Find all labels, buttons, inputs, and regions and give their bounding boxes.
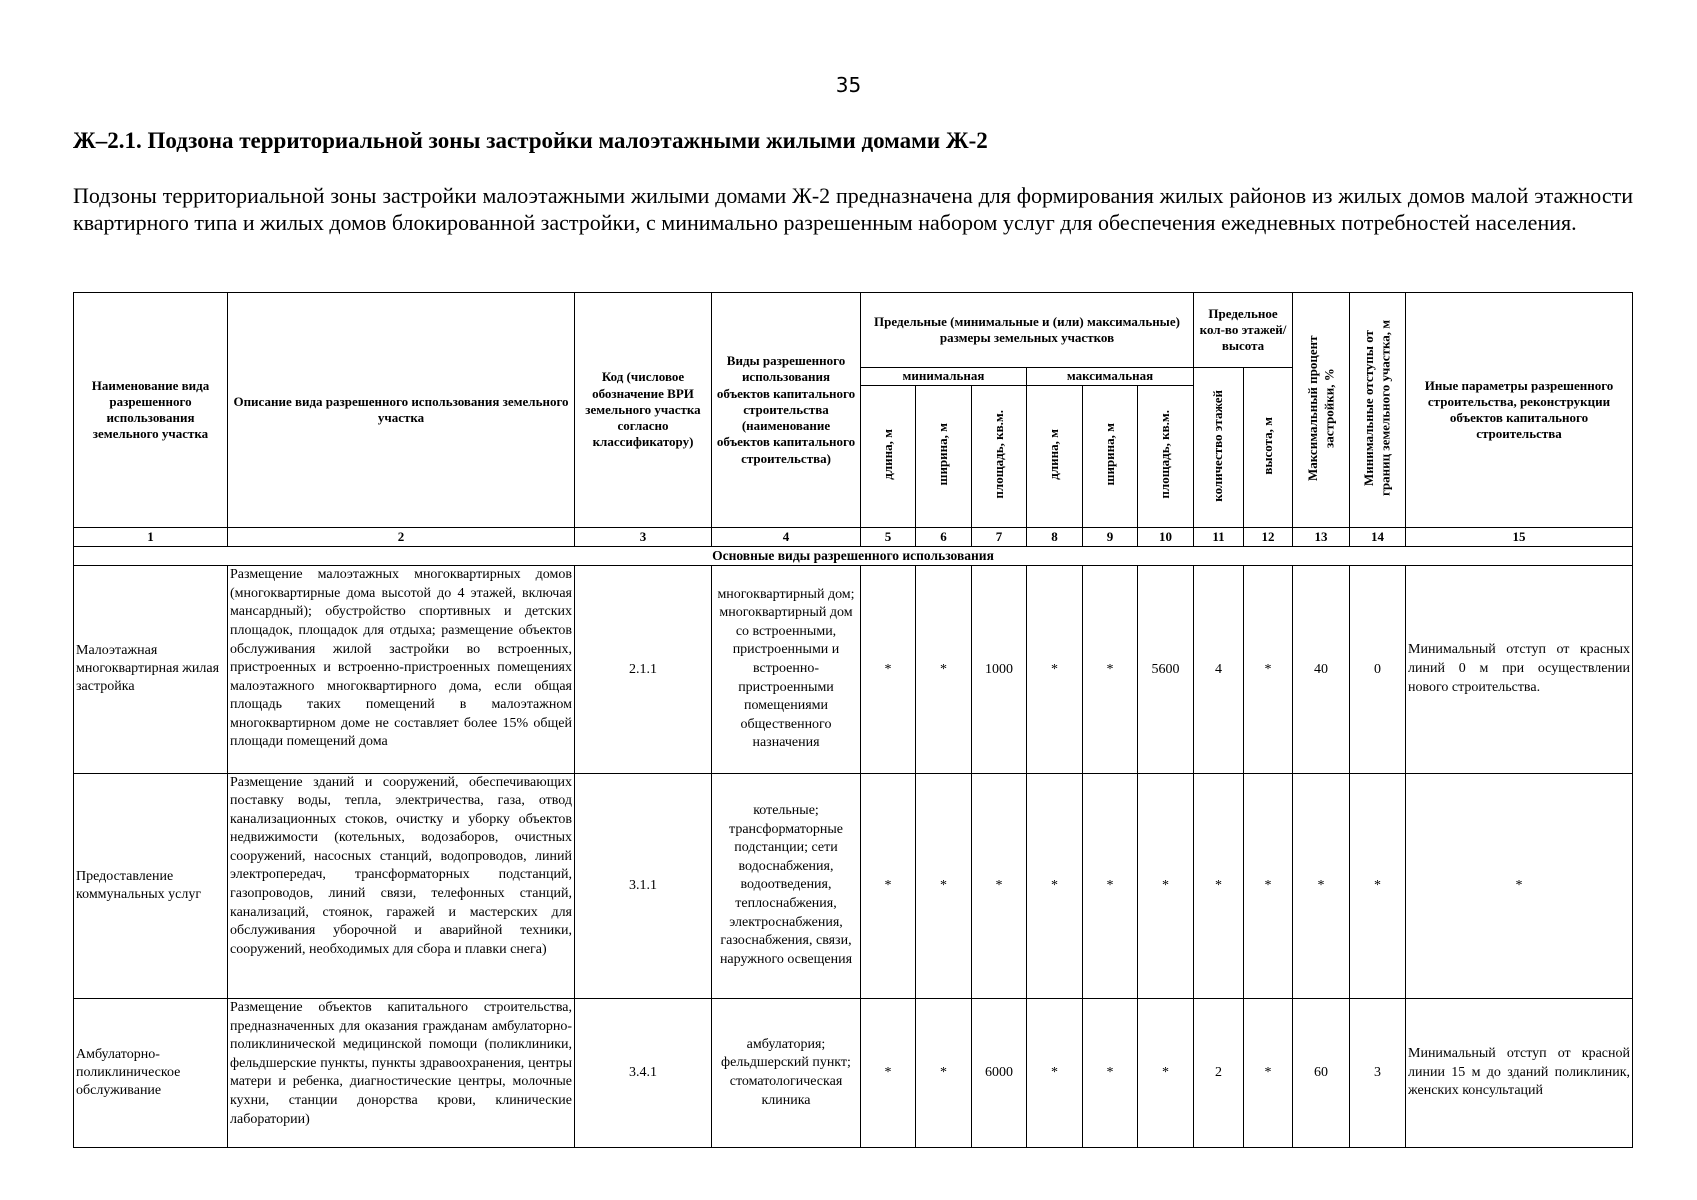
header-min-setback: Минимальные отступы от границ земельного участка, м (1350, 293, 1406, 528)
header-max-area: площадь, кв.м. (1138, 386, 1194, 528)
table-row (74, 566, 1633, 773)
column-number: 14 (1350, 528, 1406, 547)
row-description: Размещение объектов капитального строительства, предназначенных для оказания гражданам амбулаторно-поликлинической медицинской помощи (поликлиники, фельдшерские пункты, пункты здравоохранения, центры матери и ребенка, диагностические центры, молочные кухни, станции донорства крови, клинические лаборатории) (228, 999, 575, 1148)
column-number: 2 (228, 528, 575, 547)
header-min-area: площадь, кв.м. (972, 386, 1027, 528)
header-max-width: ширина, м (1083, 386, 1138, 528)
row-max-area: * (1138, 773, 1194, 999)
row-name: Амбулаторно-поликлиническое обслуживание (74, 999, 228, 1148)
row-min-length: * (861, 773, 916, 999)
row-min-length: * (861, 566, 916, 773)
row-code: 3.4.1 (575, 999, 712, 1148)
row-min-setback: 3 (1350, 999, 1406, 1148)
row-min-length: * (861, 999, 916, 1148)
row-max-length: * (1027, 566, 1083, 773)
header-limits-group: Предельные (минимальные и (или) максимальные) размеры земельных участков (861, 293, 1194, 368)
row-objects: многоквартирный дом; многоквартирный дом со встроенными, пристроенными и встроенно-пристроенными помещениями общественного назначения (712, 566, 861, 773)
row-objects: амбулатория; фельдшерский пункт; стоматологическая клиника (712, 999, 861, 1148)
column-number: 5 (861, 528, 916, 547)
row-code: 2.1.1 (575, 566, 712, 773)
column-number: 8 (1027, 528, 1083, 547)
row-other: * (1406, 773, 1633, 999)
column-numbers-row (74, 528, 1633, 547)
column-number: 1 (74, 528, 228, 547)
column-number: 9 (1083, 528, 1138, 547)
table-row (74, 773, 1633, 999)
row-height: * (1244, 773, 1293, 999)
row-floors: * (1194, 773, 1244, 999)
header-name: Наименование вида разрешенного использования земельного участка (74, 293, 228, 528)
header-min-group: минимальная (861, 368, 1027, 386)
header-objects: Виды разрешенного использования объектов капитального строительства (наименование объектов капитального строительства) (712, 293, 861, 528)
row-objects: котельные; трансформаторные подстанции; сети водоснабжения, водоотведения, теплоснабжения, электроснабжения, газоснабжения, связи, наружного освещения (712, 773, 861, 999)
row-max-area: * (1138, 999, 1194, 1148)
row-min-setback: * (1350, 773, 1406, 999)
row-min-setback: 0 (1350, 566, 1406, 773)
header-min-length: длина, м (861, 386, 916, 528)
row-min-area: * (972, 773, 1027, 999)
row-min-width: * (916, 999, 972, 1148)
row-other: Минимальный отступ от красной линии 15 м до зданий поликлиник, женских консультаций (1406, 999, 1633, 1148)
row-min-width: * (916, 773, 972, 999)
row-floors: 2 (1194, 999, 1244, 1148)
row-max-length: * (1027, 999, 1083, 1148)
row-description: Размещение малоэтажных многоквартирных домов (многоквартирные дома высотой до 4 этажей, включая мансардный); обустройство спортивных и детских площадок, площадок для отдыха; размещение объектов обслуживания жилой застройки во встроенных, пристроенных и встроенно-пристроенных помещениях малоэтажного многоквартирного дома, если общая площадь таких помещений в малоэтажном многоквартирном доме не составляет более 15% общей площади помещений дома (228, 566, 575, 773)
column-number: 10 (1138, 528, 1194, 547)
header-description: Описание вида разрешенного использования земельного участка (228, 293, 575, 528)
row-height: * (1244, 999, 1293, 1148)
row-description: Размещение зданий и сооружений, обеспечивающих поставку воды, тепла, электричества, газа, отвод канализационных стоков, очистку и уборку объектов недвижимости (котельных, водозаборов, очистных сооружений, насосных станций, водопроводов, линий электропередач, трансформаторных подстанций, газопроводов, линий связи, телефонных станций, канализаций, стоянок, гаражей и мастерских для обслуживания уборочной и аварийной техники, сооружений, необходимых для сбора и плавки снега) (228, 773, 575, 999)
column-number: 15 (1406, 528, 1633, 547)
row-max-percent: 40 (1293, 566, 1350, 773)
header-max-group: максимальная (1027, 368, 1194, 386)
row-min-area: 1000 (972, 566, 1027, 773)
header-max-length: длина, м (1027, 386, 1083, 528)
row-max-width: * (1083, 566, 1138, 773)
row-max-percent: 60 (1293, 999, 1350, 1148)
header-other: Иные параметры разрешенного строительства, реконструкции объектов капитального строительства (1406, 293, 1633, 528)
row-max-width: * (1083, 999, 1138, 1148)
row-max-length: * (1027, 773, 1083, 999)
row-code: 3.1.1 (575, 773, 712, 999)
row-other: Минимальный отступ от красных линий 0 м при осуществлении нового строительства. (1406, 566, 1633, 773)
header-floors-group: Предельное кол-во этажей/ высота (1194, 293, 1293, 368)
row-max-area: 5600 (1138, 566, 1194, 773)
section-heading: Ж–2.1. Подзона территориальной зоны застройки малоэтажными жилыми домами Ж-2 (73, 128, 988, 153)
row-floors: 4 (1194, 566, 1244, 773)
page-number: 35 (835, 73, 862, 97)
column-number: 6 (916, 528, 972, 547)
column-number: 4 (712, 528, 861, 547)
row-height: * (1244, 566, 1293, 773)
header-min-width: ширина, м (916, 386, 972, 528)
zoning-table (73, 292, 1633, 1148)
header-max-percent: Максимальный процент застройки, % (1293, 293, 1350, 528)
header-floors: количество этажей (1194, 368, 1244, 528)
section-title-row: Основные виды разрешенного использования (74, 547, 1633, 566)
column-number: 13 (1293, 528, 1350, 547)
column-number: 12 (1244, 528, 1293, 547)
header-height: высота, м (1244, 368, 1293, 528)
header-code: Код (числовое обозначение ВРИ земельного участка согласно классификатору) (575, 293, 712, 528)
column-number: 7 (972, 528, 1027, 547)
table-row (74, 999, 1633, 1148)
row-min-area: 6000 (972, 999, 1027, 1148)
row-name: Малоэтажная многоквартирная жилая застройка (74, 566, 228, 773)
row-name: Предоставление коммунальных услуг (74, 773, 228, 999)
column-number: 11 (1194, 528, 1244, 547)
intro-paragraph: Подзоны территориальной зоны застройки малоэтажными жилыми домами Ж-2 предназначена для формирования жилых районов из жилых домов малой этажности квартирного типа и жилых домов блокированной застройки, с минимально разрешенным набором услуг для обеспечения ежедневных потребностей населения. (73, 183, 1633, 235)
column-number: 3 (575, 528, 712, 547)
row-min-width: * (916, 566, 972, 773)
row-max-width: * (1083, 773, 1138, 999)
row-max-percent: * (1293, 773, 1350, 999)
